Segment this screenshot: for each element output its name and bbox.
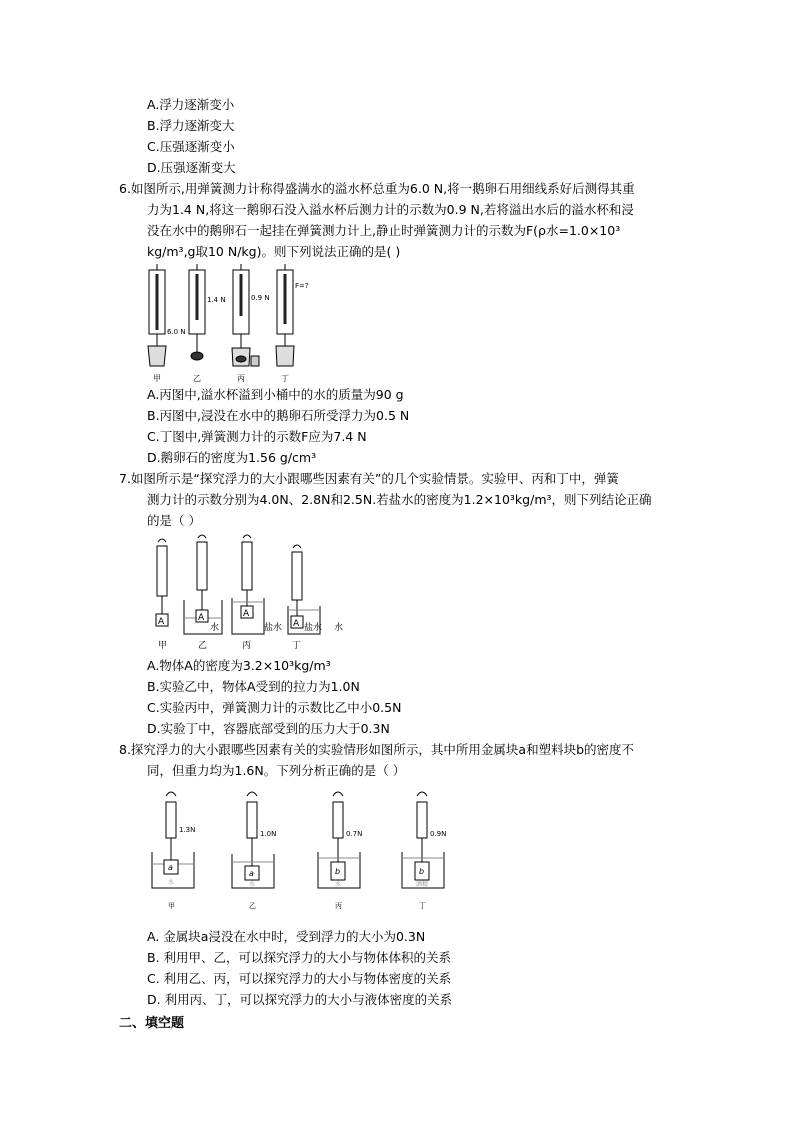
q8-spring-scale-3 <box>333 802 343 838</box>
q7-liquid-5: 水 <box>334 623 344 633</box>
q6-overflow-cup-1 <box>148 346 166 366</box>
q7-label-bing: 丙 <box>242 641 252 651</box>
q8-liquid-2: 水 <box>249 881 256 888</box>
q6-reading-2: 1.4 N <box>207 296 226 304</box>
q8-liquid-3: 水 <box>335 881 342 888</box>
q6-stem-line-3: 没在水中的鹅卵石一起挂在弹簧测力计上,静止时弹簧测力计的示数为F(ρ水=1.0×10³ <box>147 223 621 238</box>
q7-label-ding: 丁 <box>292 641 302 651</box>
q7-stem-line-3: 的是（ ） <box>147 513 201 528</box>
q8-reading-4: 0.9N <box>430 830 447 838</box>
q7-spring-scale-1 <box>157 546 167 596</box>
q8-label-ding: 丁 <box>419 902 426 910</box>
q8-reading-2: 1.0N <box>260 830 277 838</box>
q7-block-label-3: A <box>243 609 250 619</box>
q7-stem-line-1: 7.如图所示是“探究浮力的大小跟哪些因素有关”的几个实验情景。实验甲、丙和丁中，弹簧 <box>119 471 619 486</box>
q7-block-label-2: A <box>198 613 205 623</box>
q8-block-4: b <box>419 867 425 876</box>
q6-reading-4: F=? <box>295 282 309 290</box>
q5-option-a: A.浮力逐渐变小 <box>147 97 235 112</box>
q6-stem-line-2: 力为1.4 N,将这一鹅卵石没入溢水杯后测力计的示数为0.9 N,若将溢出水后的溢水杯和浸 <box>147 202 634 217</box>
q8-spring-scale-4 <box>417 802 427 838</box>
q6-reading-1: 6.0 N <box>167 328 186 336</box>
q8-liquid-1: 水 <box>168 879 175 886</box>
q7-block-label-1: A <box>158 617 165 627</box>
q7-option-c: C.实验丙中，弹簧测力计的示数比乙中小0.5N <box>147 700 402 715</box>
q5-option-b: B.浮力逐渐变大 <box>147 118 235 133</box>
q7-spring-scale-3 <box>242 542 252 590</box>
q6-option-d: D.鹅卵石的密度为1.56 g/cm³ <box>147 450 317 465</box>
q7-liquid-3: 盐水 <box>264 623 283 633</box>
q6-option-c: C.丁图中,弹簧测力计的示数F应为7.4 N <box>147 429 367 444</box>
q8-reading-3: 0.7N <box>346 830 363 838</box>
q6-option-a: A.丙图中,溢水杯溢到小桶中的水的质量为90 g <box>147 387 404 402</box>
q8-label-jia: 甲 <box>168 902 175 910</box>
q6-stem-line-1: 6.如图所示,用弹簧测力计称得盛满水的溢水杯总重为6.0 N,将一鹅卵石用细线系好后测得其重 <box>119 181 635 196</box>
q6-option-b: B.丙图中,浸没在水中的鹅卵石所受浮力为0.5 N <box>147 408 410 423</box>
q8-stem-line-1: 8.探究浮力的大小跟哪些因素有关的实验情形如图所示，其中所用金属块a和塑料块b的密度不 <box>119 742 635 757</box>
q6-label-bing: 丙 <box>237 374 245 383</box>
q8-option-a: A. 金属块a浸没在水中时，受到浮力的大小为0.3N <box>147 929 426 944</box>
q7-figure <box>146 534 346 654</box>
q7-liquid-4: 盐水 <box>304 623 323 633</box>
q8-block-2: a <box>249 869 254 878</box>
q7-option-b: B.实验乙中，物体A受到的拉力为1.0N <box>147 679 360 694</box>
q8-block-1: a <box>168 863 173 872</box>
q7-label-yi: 乙 <box>198 641 208 651</box>
q6-figure <box>145 264 315 386</box>
q8-option-c: C. 利用乙、丙，可以探究浮力的大小与物体密度的关系 <box>147 971 452 986</box>
q5-option-d: D.压强逐渐变大 <box>147 160 236 175</box>
q7-stem-line-2: 测力计的示数分别为4.0N、2.8N和2.5N.若盐水的密度为1.2×10³kg/m³，则下列结论正确 <box>147 492 652 507</box>
q6-stem-line-4: kg/m³,g取10 N/kg)。则下列说法正确的是( ) <box>147 244 401 259</box>
q6-reading-3: 0.9 N <box>251 294 270 302</box>
q8-spring-scale-2 <box>247 802 257 838</box>
q8-option-d: D. 利用丙、丁，可以探究浮力的大小与液体密度的关系 <box>147 992 453 1007</box>
q7-liquid-2: 水 <box>210 623 220 633</box>
q8-label-yi: 乙 <box>249 902 256 910</box>
q7-label-jia: 甲 <box>158 641 168 651</box>
q7-spring-scale-2 <box>197 542 207 590</box>
q6-pebble <box>191 352 203 360</box>
q8-stem-line-2: 同，但重力均为1.6N。下列分析正确的是（ ） <box>147 763 406 778</box>
q8-figure <box>146 786 456 914</box>
q7-block-label-4: A <box>293 619 300 629</box>
q6-label-ding: 丁 <box>281 374 289 383</box>
q6-label-yi: 乙 <box>193 374 201 383</box>
q8-option-b: B. 利用甲、乙，可以探究浮力的大小与物体体积的关系 <box>147 950 452 965</box>
q8-block-3: b <box>335 867 341 876</box>
q7-option-d: D.实验丁中，容器底部受到的压力大于0.3N <box>147 721 390 736</box>
q8-label-bing: 丙 <box>335 902 342 910</box>
q6-overflow-cup-4 <box>276 346 294 366</box>
q8-spring-scale-1 <box>166 802 176 838</box>
section-heading-fill-in: 二、填空题 <box>119 1016 185 1031</box>
q6-label-jia: 甲 <box>153 374 161 383</box>
q8-liquid-4: 酒精 <box>416 881 429 888</box>
q8-reading-1: 1.3N <box>179 826 196 834</box>
q5-option-c: C.压强逐渐变小 <box>147 139 235 154</box>
q7-option-a: A.物体A的密度为3.2×10³kg/m³ <box>147 658 331 673</box>
q7-spring-scale-4 <box>292 552 302 600</box>
